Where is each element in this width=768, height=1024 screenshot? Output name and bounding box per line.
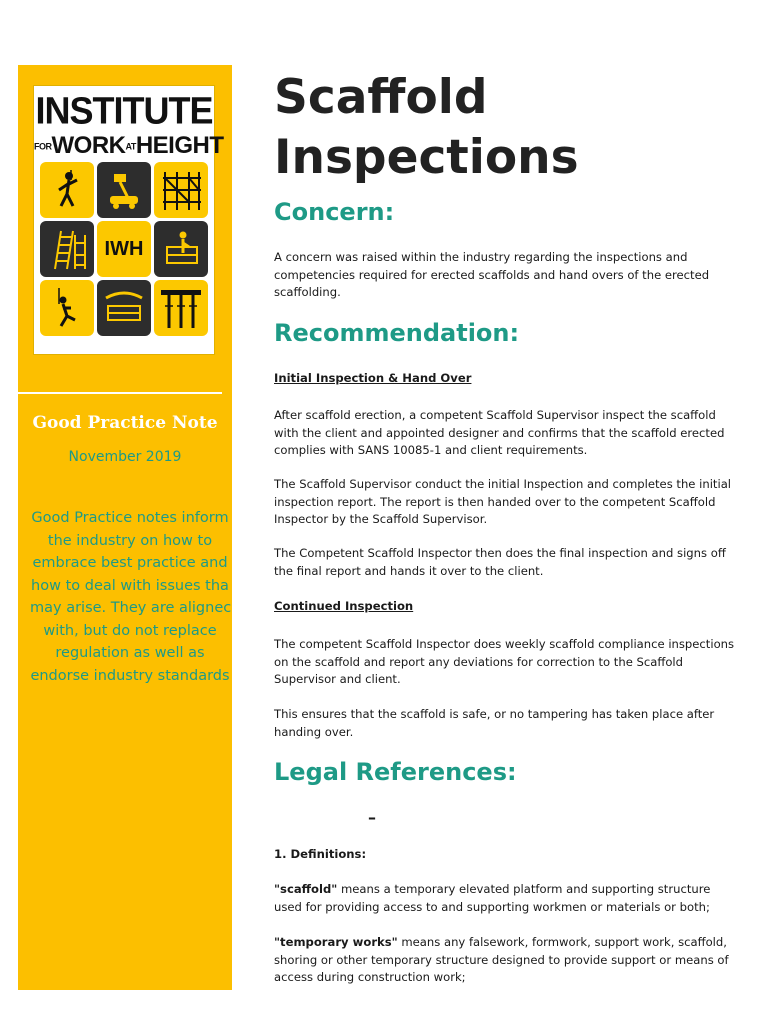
ladder-icon bbox=[40, 221, 94, 277]
note-body: Good Practice notes inform the industry on how to embrace best practice and how to deal with issues tha may arise. They are alignec with, but do not replace regulation as well as endorse industry standards bbox=[30, 510, 232, 684]
continued-paragraph-2: This ensures that the scaffold is safe, or no tampering has taken place after handing over. bbox=[274, 707, 715, 739]
recommendation-heading: Recommendation: bbox=[274, 319, 520, 347]
sidebar-panel bbox=[18, 65, 232, 990]
iwh-center-tile: IWH bbox=[97, 221, 151, 277]
initial-paragraph-3: The Competent Scaffold Inspector then does the final inspection and signs off the final report and hands it over to the client. bbox=[274, 546, 726, 578]
legal-references-heading: Legal References: bbox=[274, 758, 517, 786]
initial-inspection-heading: Initial Inspection & Hand Over bbox=[274, 371, 472, 385]
definition-term: "scaffold" bbox=[274, 882, 338, 896]
worker-harness-icon bbox=[40, 162, 94, 218]
continued-inspection-heading: Continued Inspection bbox=[274, 599, 414, 613]
logo-title: INSTITUTE bbox=[35, 88, 213, 132]
scaffold-icon bbox=[154, 162, 208, 218]
platform-worker-icon bbox=[154, 221, 208, 277]
initial-paragraph-2: The Scaffold Supervisor conduct the initial Inspection and completes the initial inspection report. The report is then handed over to the competent Scaffold Inspector by the Scaffold Supervisor. bbox=[274, 477, 732, 526]
logo-subtitle: FORWORKATHEIGHT bbox=[34, 132, 224, 159]
suspended-platform-icon bbox=[97, 280, 151, 336]
aerial-lift-icon bbox=[97, 162, 151, 218]
definition-term: "temporary works" bbox=[274, 935, 398, 949]
formwork-props-icon bbox=[154, 280, 208, 336]
definition-text: means a temporary elevated platform and supporting structure used for providing access to and supporting workmen or materials or both; bbox=[274, 882, 711, 914]
continued-paragraph-1: The competent Scaffold Inspector does weekly scaffold compliance inspections on the scaffold and report any deviations for correction to the Scaffold Supervisor and client. bbox=[274, 637, 735, 686]
note-title: Good Practice Note bbox=[32, 413, 218, 433]
legal-dash: – bbox=[368, 808, 376, 827]
iwh-logo bbox=[33, 85, 224, 355]
rope-access-icon bbox=[40, 280, 94, 336]
definition-temporary-works bbox=[274, 934, 739, 987]
concern-text: A concern was raised within the industry regarding the inspections and competencies required for erected scaffolds and hand overs of the erected scaffolding. bbox=[274, 250, 710, 299]
definition-scaffold bbox=[274, 881, 739, 916]
page-title: Scaffold Inspections bbox=[274, 70, 579, 185]
note-date: November 2019 bbox=[68, 449, 182, 465]
definition-text: means any falsework, formwork, support work, scaffold, shoring or other temporary structure designed to provide support or means of access during construction work; bbox=[274, 935, 729, 984]
initial-paragraph-1: After scaffold erection, a competent Scaffold Supervisor inspect the scaffold with the client and appointed designer and confirms that the scaffold erected complies with SANS 10085-1 and client requirements. bbox=[274, 408, 725, 457]
definitions-heading: 1. Definitions: bbox=[274, 847, 367, 861]
logo-tiles bbox=[40, 162, 208, 336]
concern-heading: Concern: bbox=[274, 198, 395, 226]
sidebar-divider bbox=[18, 392, 222, 394]
